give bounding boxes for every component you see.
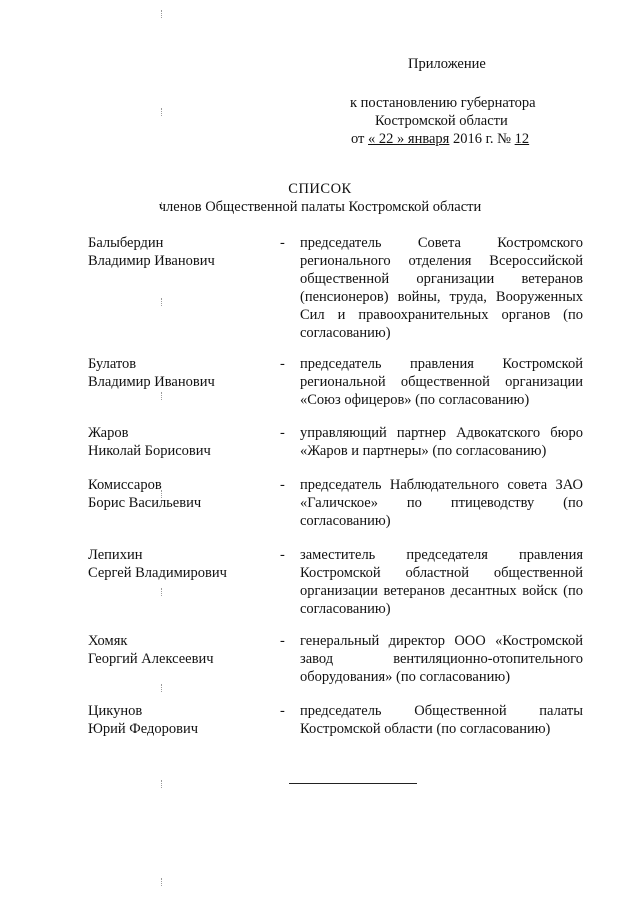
decree-date-day: « 22 » января <box>368 131 450 147</box>
member-dash: - <box>280 425 285 441</box>
date-prefix: от <box>351 131 365 147</box>
member-surname: Жаров <box>88 425 129 441</box>
member-surname: Булатов <box>88 356 137 372</box>
scan-edge-mark <box>161 10 163 18</box>
document-title: СПИСОК <box>288 181 352 197</box>
member-name <box>88 424 278 460</box>
scan-edge-mark <box>161 684 163 692</box>
member-dash: - <box>280 633 285 649</box>
member-dash: - <box>280 235 285 251</box>
member-surname: Лепихин <box>88 547 143 563</box>
member-role: председатель правления Костромской региональной общественной организации «Союз офицеров» (по согласованию) <box>300 356 583 408</box>
member-surname: Хомяк <box>88 633 128 649</box>
member-surname: Балыбердин <box>88 235 164 251</box>
member-dash: - <box>280 477 285 493</box>
member-name <box>88 234 278 270</box>
scan-edge-mark <box>161 108 163 116</box>
decree-date-year: 2016 г. № <box>452 131 512 147</box>
member-dash: - <box>280 703 285 719</box>
decree-reference: к постановлению губернатора <box>350 95 536 111</box>
member-given-names: Владимир Иванович <box>88 253 215 269</box>
member-role: заместитель председателя правления Костромской областной общественной организации ветеранов десантных войск (по согласованию) <box>300 547 583 617</box>
member-role: председатель Совета Костромского регионального отделения Всероссийской общественной организации ветеранов (пенсионеров) войны, труда, Вооруженных Сил и правоохранительных органов (по согласованию) <box>300 235 583 341</box>
member-role: генеральный директор ООО «Костромской завод вентиляционно-отопительного оборудования» (по согласованию) <box>300 633 583 685</box>
member-given-names: Георгий Алексеевич <box>88 651 214 667</box>
member-name <box>88 546 278 582</box>
member-surname: Комиссаров <box>88 477 162 493</box>
document-subtitle: членов Общественной палаты Костромской области <box>158 199 482 215</box>
member-dash: - <box>280 547 285 563</box>
member-given-names: Николай Борисович <box>88 443 211 459</box>
appendix-label: Приложение <box>408 56 486 72</box>
decree-date-line <box>351 130 529 148</box>
member-surname: Цикунов <box>88 703 143 719</box>
member-name <box>88 476 278 512</box>
member-role: управляющий партнер Адвокатского бюро «Жаров и партнеры» (по согласованию) <box>300 425 583 459</box>
member-name <box>88 355 278 391</box>
member-dash: - <box>280 356 285 372</box>
decree-number: 12 <box>514 131 530 147</box>
member-role: председатель Наблюдательного совета ЗАО «Галичское» по птицеводству (по согласованию) <box>300 477 583 529</box>
scan-edge-mark <box>161 298 163 306</box>
scan-edge-mark <box>161 878 163 886</box>
end-of-list-divider <box>289 783 417 784</box>
member-name <box>88 702 278 738</box>
member-role: председатель Общественной палаты Костромской области (по согласованию) <box>300 703 583 737</box>
member-given-names: Юрий Федорович <box>88 721 199 737</box>
scan-edge-mark <box>161 588 163 596</box>
member-given-names: Сергей Владимирович <box>88 565 227 581</box>
scan-edge-mark <box>161 780 163 788</box>
member-name <box>88 632 278 668</box>
decree-region: Костромской области <box>375 113 508 129</box>
member-given-names: Владимир Иванович <box>88 374 215 390</box>
scan-edge-mark <box>161 392 163 400</box>
member-given-names: Борис Васильевич <box>88 495 202 511</box>
